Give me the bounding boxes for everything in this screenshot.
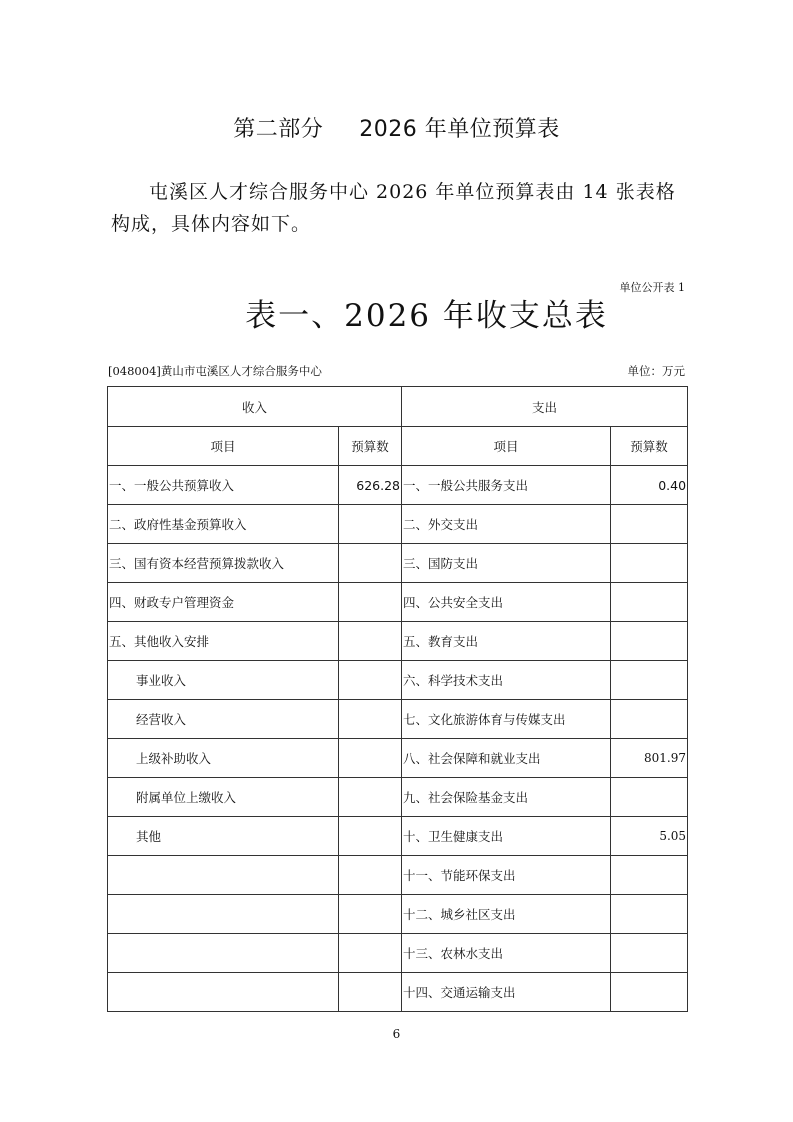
table-row [108,544,688,583]
income-header: 收入 [108,387,402,427]
expense-item-col-header: 项目 [402,427,611,466]
income-value-cell [339,700,402,739]
expense-item-cell: 十、卫生健康支出 [402,817,611,856]
table-group-header-row [108,387,688,427]
unit-name: [048004]黄山市屯溪区人才综合服务中心 [108,364,322,378]
section-part-label: 第二部分 [233,117,324,142]
table-row [108,778,688,817]
expense-item-cell: 八、社会保障和就业支出 [402,739,611,778]
income-value-cell [339,583,402,622]
expense-value-cell [611,505,688,544]
expense-item-cell: 十三、农林水支出 [402,934,611,973]
income-item-cell [108,895,339,934]
income-item-cell: 一、一般公共预算收入 [108,466,339,505]
expense-value-cell [611,544,688,583]
table-row [108,700,688,739]
expense-value-cell: 5.05 [611,817,688,856]
income-value-cell [339,895,402,934]
section-title: 2026 年单位预算表 [359,117,560,142]
income-value-cell [339,817,402,856]
income-value-cell [339,544,402,583]
income-item-cell: 事业收入 [108,661,339,700]
table-number-label: 单位公开表 1 [619,281,685,294]
table-row [108,739,688,778]
expense-item-cell: 二、外交支出 [402,505,611,544]
expense-value-cell [611,661,688,700]
table-row [108,973,688,1012]
income-item-cell: 五、其他收入安排 [108,622,339,661]
income-item-cell [108,856,339,895]
expense-item-cell: 九、社会保险基金支出 [402,778,611,817]
table-row [108,934,688,973]
income-item-cell: 上级补助收入 [108,739,339,778]
table-row [108,583,688,622]
expense-item-cell: 十二、城乡社区支出 [402,895,611,934]
expense-budget-col-header: 预算数 [611,427,688,466]
expense-item-cell: 十四、交通运输支出 [402,973,611,1012]
unit-measure: 单位：万元 [627,364,685,378]
income-value-cell [339,856,402,895]
expense-value-cell [611,895,688,934]
table-title: 表一、2026 年收支总表 [245,298,608,334]
expense-value-cell [611,700,688,739]
table-row [108,622,688,661]
expense-item-cell: 十一、节能环保支出 [402,856,611,895]
income-budget-col-header: 预算数 [339,427,402,466]
table-row [108,661,688,700]
income-value-cell: 626.28 [339,466,402,505]
income-item-cell: 二、政府性基金预算收入 [108,505,339,544]
table-row [108,895,688,934]
income-item-cell [108,934,339,973]
income-item-cell: 经营收入 [108,700,339,739]
income-item-col-header: 项目 [108,427,339,466]
table-row [108,466,688,505]
income-value-cell [339,739,402,778]
expense-item-cell: 六、科学技术支出 [402,661,611,700]
income-item-cell: 三、国有资本经营预算拨款收入 [108,544,339,583]
expense-value-cell: 0.40 [611,466,688,505]
income-value-cell [339,505,402,544]
table-column-header-row [108,427,688,466]
expense-value-cell [611,856,688,895]
intro-paragraph: 屯溪区人才综合服务中心 2026 年单位预算表由 14 张表格构成，具体内容如下。 [111,181,676,235]
income-item-cell [108,973,339,1012]
expense-value-cell [611,622,688,661]
income-value-cell [339,934,402,973]
budget-summary-table [107,386,688,1012]
expense-value-cell [611,778,688,817]
income-value-cell [339,778,402,817]
income-item-cell: 四、财政专户管理资金 [108,583,339,622]
income-value-cell [339,622,402,661]
section-heading [0,112,793,143]
expense-value-cell [611,934,688,973]
expense-value-cell [611,973,688,1012]
income-value-cell [339,973,402,1012]
expense-item-cell: 四、公共安全支出 [402,583,611,622]
income-item-cell: 其他 [108,817,339,856]
income-value-cell [339,661,402,700]
expense-item-cell: 七、文化旅游体育与传媒支出 [402,700,611,739]
table-row [108,505,688,544]
expense-item-cell: 三、国防支出 [402,544,611,583]
table-row [108,817,688,856]
table-row [108,856,688,895]
page-number: 6 [392,1027,401,1041]
expense-value-cell [611,583,688,622]
expense-header: 支出 [402,387,688,427]
expense-item-cell: 五、教育支出 [402,622,611,661]
expense-item-cell: 一、一般公共服务支出 [402,466,611,505]
income-item-cell: 附属单位上缴收入 [108,778,339,817]
expense-value-cell: 801.97 [611,739,688,778]
